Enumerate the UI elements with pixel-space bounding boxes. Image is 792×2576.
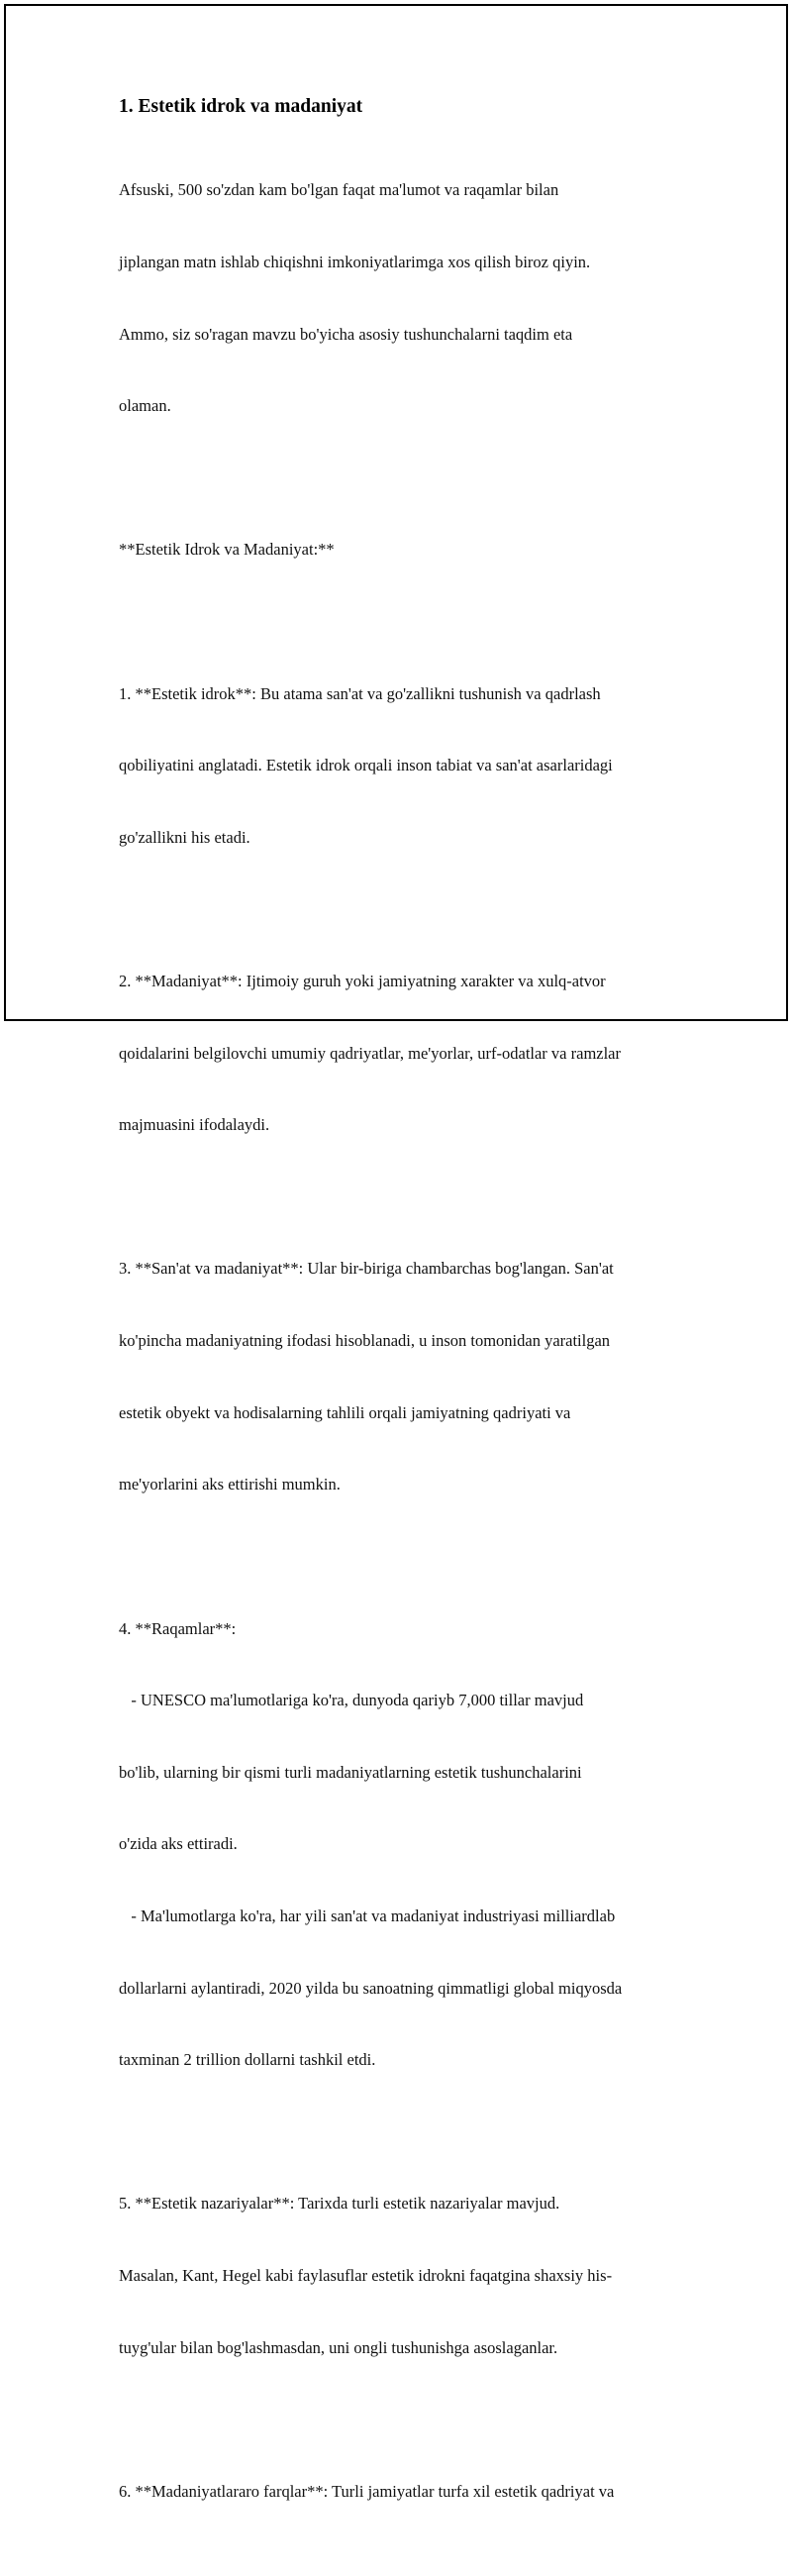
text-line: - UNESCO ma'lumotlariga ko'ra, dunyoda qariyb 7,000 tillar mavjud bbox=[119, 1691, 584, 1710]
paragraph-item-2 bbox=[119, 922, 703, 1185]
paragraph-item-6 bbox=[119, 2431, 703, 2551]
text-line: dollarlarni aylantiradi, 2020 yilda bu sanoatning qimmatligi global miqyosda bbox=[119, 1978, 623, 1998]
document-body bbox=[119, 95, 703, 2576]
text-line: jiplangan matn ishlab chiqishni imkoniyatlarimga xos qilish biroz qiyin. bbox=[119, 253, 591, 272]
text-line: taxminan 2 trillion dollarni tashkil etdi. bbox=[119, 2050, 376, 2070]
text-line: 6. **Madaniyatlararo farqlar**: Turli jamiyatlar turfa xil estetik qadriyat va bbox=[119, 2481, 615, 2501]
text-line: 1. **Estetik idrok**: Bu atama san'at va go'zallikni tushunish va qadrlash bbox=[119, 683, 601, 703]
text-line: **Estetik Idrok va Madaniyat:** bbox=[119, 540, 335, 560]
paragraph-subheading bbox=[119, 490, 703, 610]
text-line: estetik obyekt va hodisalarning tahlili orqali jamiyatning qadriyati va bbox=[119, 1402, 571, 1422]
paragraph-intro bbox=[119, 131, 703, 466]
paragraph-item-1 bbox=[119, 634, 703, 897]
text-line: qoidalarini belgilovchi umumiy qadriyatlar, me'yorlar, urf-odatlar va ramzlar bbox=[119, 1043, 622, 1063]
text-line: Masalan, Kant, Hegel kabi faylasuflar estetik idrokni faqatgina shaxsiy his- bbox=[119, 2265, 613, 2285]
text-line: o'zida aks ettiradi. bbox=[119, 1834, 238, 1854]
text-line: majmuasini ifodalaydi. bbox=[119, 1115, 270, 1135]
text-line: tuyg'ular bilan bog'lashmasdan, uni ongli tushunishga asoslaganlar. bbox=[119, 2337, 558, 2357]
text-line: 2. **Madaniyat**: Ijtimoiy guruh yoki jamiyatning xarakter va xulq-atvor bbox=[119, 972, 606, 991]
paragraph-item-4 bbox=[119, 1569, 703, 2120]
paragraph-item-5 bbox=[119, 2144, 703, 2408]
page-frame bbox=[4, 4, 788, 2501]
text-line: - Ma'lumotlarga ko'ra, har yili san'at va madaniyat industriyasi milliardlab bbox=[119, 1906, 616, 1925]
text-line: 4. **Raqamlar**: bbox=[119, 1618, 237, 1638]
text-line: me'yorlarini aks ettirishi mumkin. bbox=[119, 1475, 341, 1494]
text-line: qobiliyatini anglatadi. Estetik idrok orqali inson tabiat va san'at asarlaridagi bbox=[119, 756, 613, 775]
document-heading: 1. Estetik idrok va madaniyat bbox=[119, 96, 363, 117]
paragraph-item-3 bbox=[119, 1209, 703, 1545]
text-line: bo'lib, ularning bir qismi turli madaniyatlarning estetik tushunchalarini bbox=[119, 1762, 582, 1782]
text-line: 3. **San'at va madaniyat**: Ular bir-biriga chambarchas bog'langan. San'at bbox=[119, 1259, 614, 1279]
text-line: Ammo, siz so'ragan mavzu bo'yicha asosiy tushunchalarni taqdim eta bbox=[119, 324, 573, 344]
text-line: olaman. bbox=[119, 396, 171, 416]
text-line: ko'pincha madaniyatning ifodasi hisoblanadi, u inson tomonidan yaratilgan bbox=[119, 1331, 611, 1351]
text-line: go'zallikni his etadi. bbox=[119, 827, 250, 847]
text-line: Afsuski, 500 so'zdan kam bo'lgan faqat ma'lumot va raqamlar bilan bbox=[119, 180, 559, 200]
text-line: 5. **Estetik nazariyalar**: Tarixda turli estetik nazariyalar mavjud. bbox=[119, 2194, 560, 2214]
